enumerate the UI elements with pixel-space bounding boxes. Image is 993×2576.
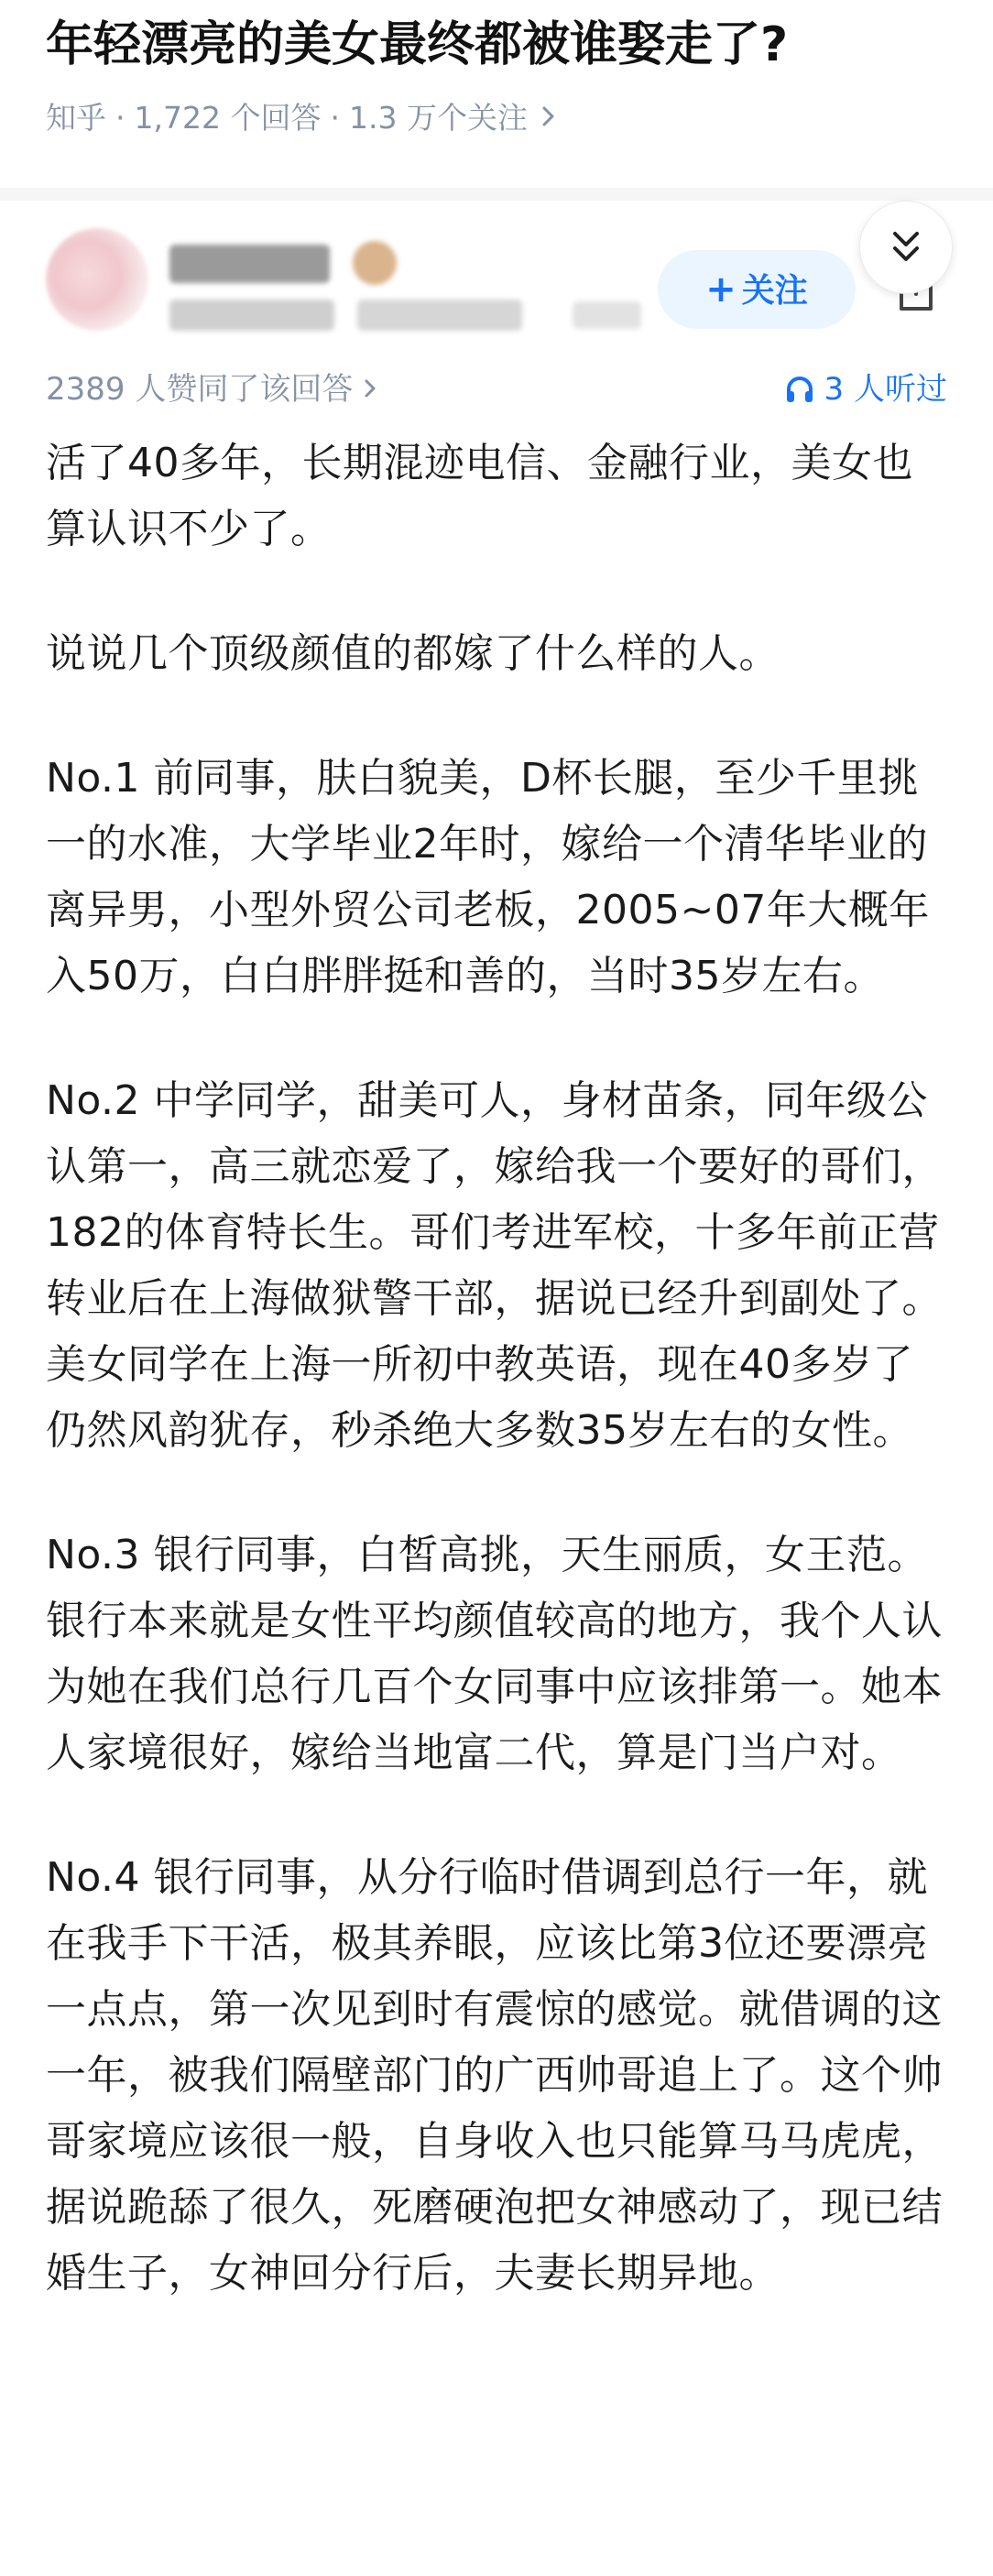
vote-count[interactable]	[46, 367, 377, 411]
follow-label: 关注	[741, 272, 808, 310]
chevron-right-icon	[363, 371, 377, 408]
plus-icon: +	[705, 268, 737, 311]
follower-count: 1.3 万个关注	[348, 100, 528, 136]
question-title[interactable]: 年轻漂亮的美女最终都被谁娶走了?	[46, 17, 789, 72]
chevron-right-icon	[540, 95, 557, 141]
answer-paragraph: No.1 前同事，肤白貌美，D杯长腿，至少千里挑一的水准，大学毕业2年时，嫁给一个清华毕业的离异男，小型外贸公司老板，2005~07年大概年入50万，白白胖胖挺和善的，当时35岁左右。	[46, 755, 930, 999]
follow-button[interactable]	[658, 250, 856, 329]
answer-content	[46, 431, 953, 2365]
question-header	[0, 0, 993, 188]
answer-paragraph: No.2 中学同学，甜美可人，身材苗条，同年级公认第一，高三就恋爱了，嫁给我一个要好的哥们，182的体育特长生。哥们考进军校，十多年前正营转业后在上海做狱警干部，据说已经升到副处了。美女同学在上海一所初中教英语，现在40多岁了仍然风韵犹存，秒杀绝大多数35岁左右的女性。	[46, 1077, 943, 1454]
double-chevron-down-icon	[888, 228, 924, 267]
answer-paragraph: 活了40多年，长期混迹电信、金融行业，美女也算认识不少了。	[46, 440, 913, 552]
source-label: 知乎	[46, 100, 106, 136]
answer-paragraph: No.4 银行同事，从分行临时借调到总行一年，就在我手下干活，极其养眼，应该比第3位还要漂亮一点点，第一次见到时有震惊的感觉。就借调的这一年，被我们隔壁部门的广西帅哥追上了。这个帅哥家境应该很一般，自身收入也只能算马马虎虎，据说跪舔了很久，死磨硬泡把女神感动了，现已结婚生子，女神回分行后，夫妻长期异地。	[46, 1854, 943, 2297]
author-desc-blurred	[169, 300, 334, 331]
author-name-blurred[interactable]	[169, 245, 330, 283]
meta-separator: ·	[330, 100, 340, 136]
listen-button[interactable]	[784, 367, 947, 411]
headphones-icon	[784, 374, 815, 405]
author-badge-blurred	[353, 241, 397, 285]
listen-count: 3 人听过	[824, 371, 947, 408]
answer-count: 1,722 个回答	[134, 100, 322, 136]
collapse-button[interactable]	[859, 201, 953, 294]
author-desc-blurred	[357, 300, 522, 331]
vote-count-text: 2389 人赞同了该回答	[46, 371, 354, 408]
section-divider	[0, 188, 993, 201]
avatar[interactable]	[46, 228, 148, 331]
answer-stats	[0, 356, 993, 420]
answer-paragraph: No.3 银行同事，白皙高挑，天生丽质，女王范。银行本来就是女性平均颜值较高的地方，我个人认为她在我们总行几百个女同事中应该排第一。她本人家境很好，嫁给当地富二代，算是门当户对。	[46, 1532, 943, 1776]
author-desc-blurred	[573, 301, 641, 329]
question-meta[interactable]	[46, 95, 557, 141]
author-bar	[0, 201, 993, 356]
answer-paragraph: 说说几个顶级颜值的都嫁了什么样的人。	[46, 630, 780, 677]
meta-separator: ·	[115, 100, 125, 136]
